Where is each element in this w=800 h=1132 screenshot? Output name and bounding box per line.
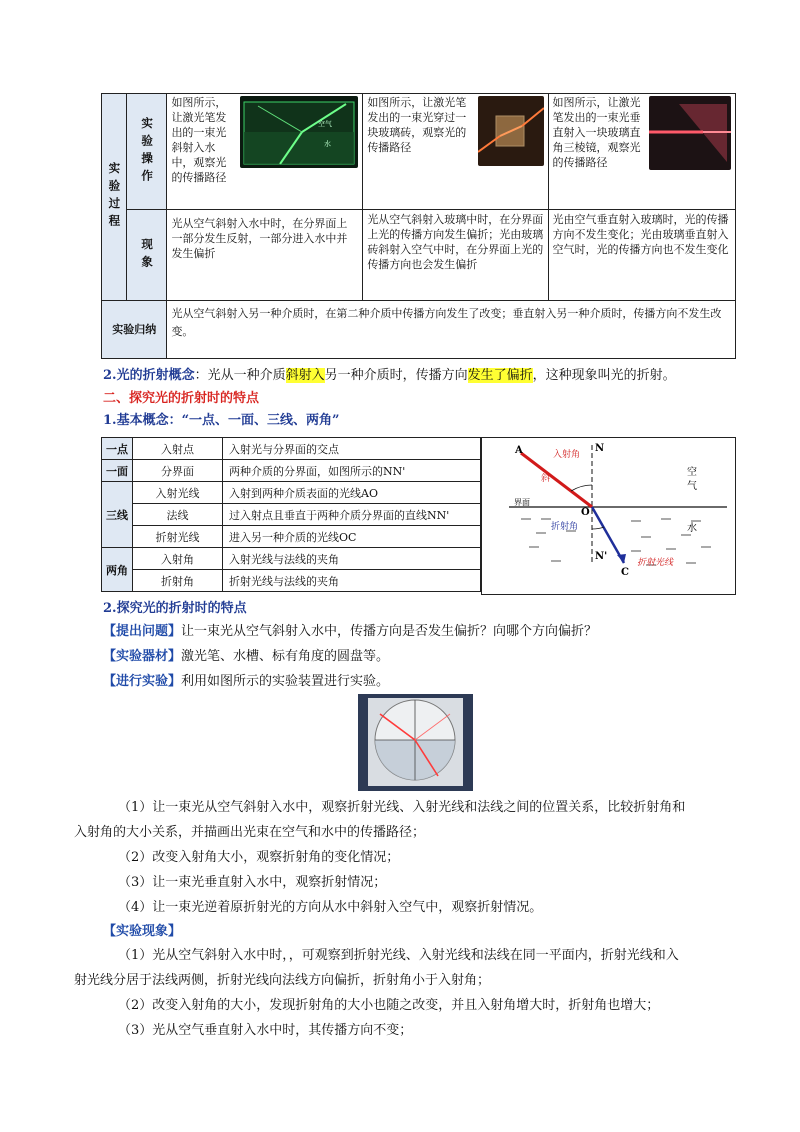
- def-normal: 过入射点且垂直于两种介质分界面的直线NN': [223, 504, 481, 526]
- term-interface: 分界面: [133, 460, 223, 482]
- step-2: （2）改变入射角大小，观察折射角的变化情况；: [118, 850, 400, 865]
- procedure-text: 利用如图所示的实验装置进行实验。: [181, 674, 390, 689]
- photo-water-label: 水: [324, 140, 332, 148]
- point-C: C: [621, 567, 629, 578]
- operation-label-cell: [126, 94, 167, 210]
- step-1a: （1）让一束光从空气斜射入水中，观察折射光线、入射光线和法线之间的位置关系，比较折射角和: [118, 800, 686, 815]
- phenomenon-label-cell: [126, 210, 167, 301]
- prism-photo: [649, 96, 731, 170]
- concept-label: 光的折射概念: [116, 368, 195, 383]
- operation-text-1: 如图所示，让激光笔发出的一束光斜射入水中，观察光的传播路径: [171, 96, 227, 184]
- group-lines: 三线: [102, 482, 133, 548]
- section2-title: 二、探究光的折射时的特点: [103, 391, 260, 406]
- operation-cell-3: [548, 94, 735, 210]
- operation-cell-2: [363, 94, 548, 210]
- procedure-label: 【进行实验】: [103, 674, 182, 689]
- refracted-ray-label: 折射光线: [637, 558, 674, 568]
- group-plane: 一面: [102, 460, 133, 482]
- phenomenon-text-1: 光从空气斜射入水中时，在分界面上一部分发生反射，一部分进入水中并发生偏折: [171, 217, 348, 260]
- phenomenon-cell-3: [548, 210, 735, 301]
- concept-table: [101, 437, 481, 592]
- water-experiment-photo: [240, 96, 358, 168]
- def-refraction-angle: 折射光线与法线的夹角: [223, 570, 481, 592]
- refraction-angle-label: 折射角: [551, 522, 579, 532]
- equipment-line: [103, 647, 389, 667]
- point-N-prime: N': [595, 551, 608, 562]
- def-incident-angle: 入射光线与法线的夹角: [223, 548, 481, 570]
- phenomenon-text-2: 光从空气斜射入玻璃中时，在分界面上光的传播方向发生偏折；光由玻璃砖斜射入空气中时，在分界面上光的传播方向也会发生偏折: [367, 213, 544, 271]
- interface-label: 界面: [514, 498, 530, 507]
- process-label-cell: [102, 94, 127, 301]
- result-2: （2）改变入射角的大小，发现折射角的大小也随之改变，并且入射角增大时，折射角也增大；: [118, 998, 660, 1013]
- term-normal: 法线: [133, 504, 223, 526]
- def-interface: 两种介质的分界面，如图所示的NN': [223, 460, 481, 482]
- refraction-concept-line: [103, 366, 676, 386]
- equipment-label: 【实验器材】: [103, 649, 182, 664]
- concept-highlight-1: 斜射入: [285, 368, 325, 383]
- sub2-title: 2.探究光的折射时的特点: [103, 601, 247, 616]
- result-1b: 射光线分居于法线两侧，折射光线向法线方向偏折，折射角小于入射角；: [74, 973, 491, 988]
- concept-part1: ：光从一种介质: [194, 368, 286, 383]
- procedure-line: [103, 672, 389, 692]
- step-4: （4）让一束光逆着原折射光的方向从水中斜射入空气中，观察折射情况。: [118, 900, 543, 915]
- step-3: （3）让一束光垂直射入水中，观察折射情况；: [118, 875, 387, 890]
- term-refraction-angle: 折射角: [133, 570, 223, 592]
- result-3: （3）光从空气垂直射入水中时，其传播方向不变；: [118, 1023, 413, 1038]
- photo-air-label: 空气: [318, 120, 333, 128]
- def-refracted-ray: 进入另一种介质的光线OC: [223, 526, 481, 548]
- term-incident-ray: 入射光线: [133, 482, 223, 504]
- concept-part3: ，这种现象叫光的折射。: [532, 368, 676, 383]
- operation-label: 实验操作: [140, 116, 155, 187]
- def-incident-ray: 入射到两种介质表面的光线AO: [223, 482, 481, 504]
- incident-ray-label: 斜: [541, 474, 551, 484]
- phenomenon-text-3: 光由空气垂直射入玻璃时，光的传播方向不发生变化；光由玻璃垂直射入空气时，光的传播方向也不发生变化: [552, 213, 729, 256]
- experiment-table: [101, 93, 736, 359]
- step-1b: 入射角的大小关系，并描画出光束在空气和水中的传播路径；: [74, 825, 426, 840]
- phenomenon-label: 现象: [140, 237, 155, 273]
- term-incident-angle: 入射角: [133, 548, 223, 570]
- refraction-diagram: [481, 437, 736, 595]
- point-O: O: [581, 507, 590, 518]
- operation-text-2: 如图所示，让激光笔发出的一束光穿过一块玻璃砖，观察光的传播路径: [367, 96, 467, 154]
- equipment-text: 激光笔、水槽、标有角度的圆盘等。: [181, 649, 390, 664]
- summary-text: 光从空气斜射入另一种介质时，在第二种介质中传播方向发生了改变；垂直射入另一种介质时，传播方向不发生改变。: [171, 307, 722, 338]
- concept-number: 2.: [103, 368, 117, 383]
- question-text: 让一束光从空气斜射入水中，传播方向是否发生偏折？向哪个方向偏折？: [181, 624, 598, 639]
- air-label-1: 空: [687, 467, 697, 478]
- incident-angle-label: 入射角: [553, 450, 581, 460]
- glass-block-photo: [478, 96, 544, 166]
- sub1-title: 1.基本概念：“一点、一面、三线、两角”: [103, 413, 340, 428]
- air-label-2: 气: [687, 481, 697, 492]
- concept-highlight-2: 发生了偏折: [467, 368, 533, 383]
- result-1a: （1）光从空气斜射入水中时，，可观察到折射光线、入射光线和法线在同一平面内，折射光线和入: [118, 948, 679, 963]
- water-label: 水: [687, 523, 697, 534]
- group-point: 一点: [102, 438, 133, 460]
- term-incident-point: 入射点: [133, 438, 223, 460]
- phenomenon-cell-1: [167, 210, 363, 301]
- group-angles: 两角: [102, 548, 133, 592]
- concept-part2: 另一种介质时，传播方向: [324, 368, 468, 383]
- def-incident-point: 入射光与分界面的交点: [223, 438, 481, 460]
- point-N: N: [595, 443, 605, 454]
- question-label: 【提出问题】: [103, 624, 182, 639]
- apparatus-photo: [358, 694, 473, 791]
- operation-text-3: 如图所示，让激光笔发出的一束光垂直射入一块玻璃直角三棱镜，观察光的传播路径: [552, 96, 641, 169]
- process-label: 实验过程: [107, 162, 122, 232]
- summary-label-cell: [102, 301, 167, 359]
- summary-cell: [167, 301, 736, 359]
- point-A: A: [515, 445, 523, 456]
- question-line: [103, 622, 597, 642]
- phenomenon-title: 【实验现象】: [103, 924, 182, 939]
- phenomenon-cell-2: [363, 210, 548, 301]
- term-refracted-ray: 折射光线: [133, 526, 223, 548]
- summary-label: 实验归纳: [112, 323, 157, 336]
- operation-cell-1: [167, 94, 363, 210]
